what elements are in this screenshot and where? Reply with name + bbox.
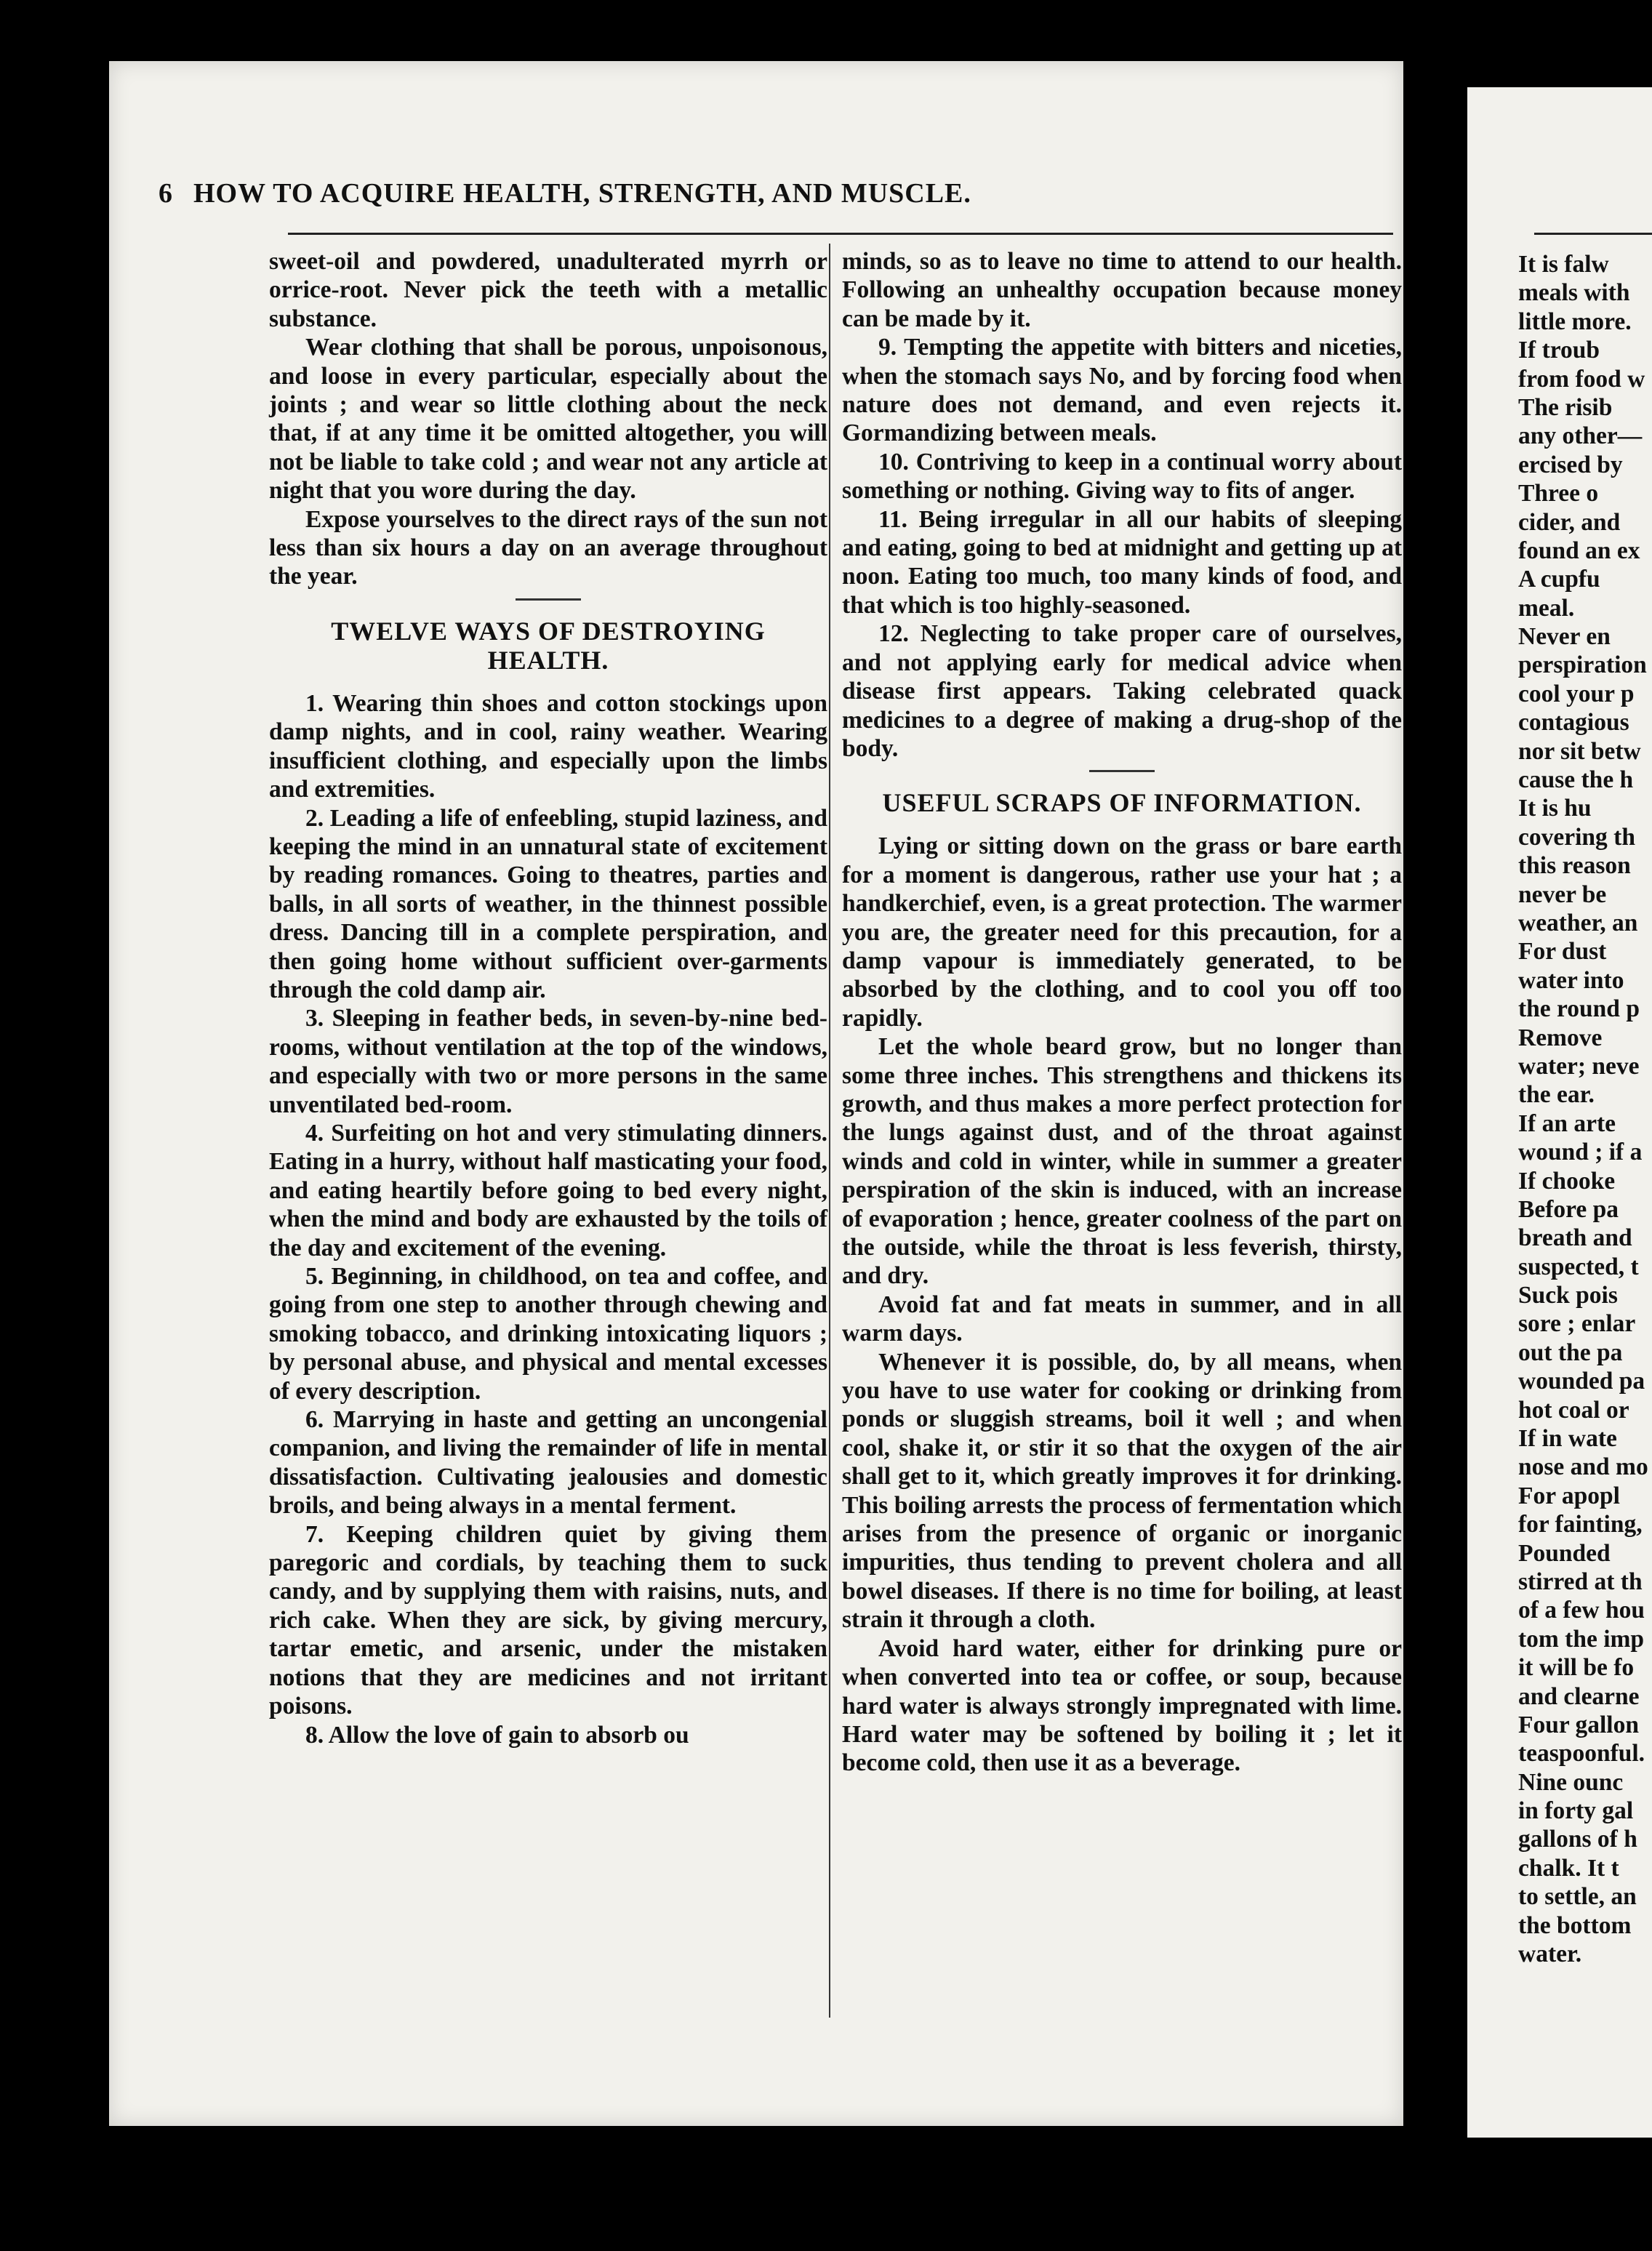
paragraph: Avoid fat and fat meats in summer, and in all warm days. [842, 1291, 1402, 1347]
list-item: 9. Tempting the appetite with bitters and niceties, when the stomach says No, and by forcing food when nature does not demand, and even rejects it. Gormandizing between meals. [842, 334, 1402, 447]
list-item: 11. Being irregular in all our habits of sleeping and eating, going to bed at midnight and getting up at noon. Eating too much, too many kinds of food, and that which is too highly-seasoned. [842, 505, 1402, 619]
right-page-line: If in wate [1518, 1425, 1617, 1453]
right-page-line: wound ; if a [1518, 1139, 1643, 1166]
right-page-line: cause the h [1518, 766, 1634, 794]
list-item: 5. Beginning, in childhood, on tea and coffee, and going from one step to another through chewing and smoking tobacco, and drinking intoxicating liquors ; by personal abuse, and physical and mental excesses of every description. [269, 1263, 827, 1405]
right-page-line: Before pa [1518, 1195, 1619, 1223]
section-heading: TWELVE WAYS OF DESTROYING HEALTH. [331, 616, 766, 675]
paragraph: Expose yourselves to the direct rays of the sun not less than six hours a day on an average throughout the year. [269, 505, 827, 590]
right-page-line: For dust [1518, 938, 1607, 966]
right-page-line: of a few hou [1518, 1597, 1645, 1624]
right-page-line: For apopl [1518, 1482, 1620, 1509]
header-rule-right-page [1534, 233, 1652, 235]
right-page-line: ercised by [1518, 451, 1623, 478]
right-page-line: covering th [1518, 823, 1635, 851]
right-page-line: never be [1518, 880, 1607, 908]
right-page-line: gallons of h [1518, 1826, 1637, 1853]
right-page-line: If troub [1518, 337, 1600, 364]
list-item: 1. Wearing thin shoes and cotton stockings upon damp nights, and in cool, rainy weather. Wearing insufficient clothing, and especially upon the limbs and extremities. [269, 689, 827, 803]
right-page-line: and clearne [1518, 1682, 1640, 1710]
right-page-line: water into [1518, 966, 1624, 994]
right-page-line: tom the imp [1518, 1625, 1645, 1653]
right-page-line: out the pa [1518, 1339, 1623, 1366]
right-page-line: this reason [1518, 852, 1631, 880]
right-page-line: Remove [1518, 1024, 1603, 1051]
right-page-line: suspected, t [1518, 1253, 1639, 1280]
section-heading: USEFUL SCRAPS OF INFORMATION. [882, 788, 1362, 818]
right-page-line: the ear. [1518, 1081, 1595, 1109]
middle-column [842, 247, 1402, 1778]
right-page-line: cider, and [1518, 508, 1621, 536]
right-page-line: perspiration [1518, 651, 1647, 679]
paragraph: Whenever it is possible, do, by all means, when you have to use water for cooking or drinking from ponds or sluggish streams, boil it well ; and when cool, shake it, or stir it so that the oxygen of the air shall get to it, which greatly improves it for drinking. This boiling arrests the process of fermentation which arises from the presence of organic or inorganic impurities, thus tending to prevent cholera and all bowel diseases. If there is no time for boiling, at least strain it through a cloth. [842, 1348, 1402, 1634]
paragraph: Lying or sitting down on the grass or bare earth for a moment is dangerous, rather use your hat ; a handkerchief, even, is a great protection. The warmer you are, the greater need for this precaution, for a damp vapour is immediately generated, to be absorbed by the clothing, and to cool you off too rapidly. [842, 832, 1402, 1032]
right-page-line: Nine ounc [1518, 1768, 1624, 1796]
right-page-line: to settle, an [1518, 1883, 1637, 1911]
list-item: minds, so as to leave no time to attend to our health. Following an unhealthy occupation because money can be made by it. [842, 248, 1402, 332]
right-page-line: It is hu [1518, 795, 1592, 822]
right-page-line: sore ; enlar [1518, 1310, 1636, 1338]
right-page-line: chalk. It t [1518, 1854, 1619, 1882]
right-page-line: stirred at th [1518, 1568, 1643, 1595]
right-page-line: water. [1518, 1941, 1582, 1968]
section-separator [516, 598, 581, 601]
right-page-line: the round p [1518, 995, 1640, 1023]
right-page-line: nose and mo [1518, 1453, 1648, 1481]
right-page-line: in forty gal [1518, 1797, 1634, 1825]
right-page-line: contagious [1518, 709, 1629, 737]
paragraph: Avoid hard water, either for drinking pure or when converted into tea or coffee, or soup, because hard water is always strongly impregnated with lime. Hard water may be softened by boiling it ; let it become cold, then use it as a beverage. [842, 1634, 1402, 1777]
right-page-line: from food w [1518, 365, 1645, 393]
right-page-line: nor sit betw [1518, 737, 1641, 765]
list-item: 12. Neglecting to take proper care of ourselves, and not applying early for medical advice when disease first appears. Taking celebrated quack medicines to a degree of making a drug-shop of the body. [842, 620, 1402, 762]
right-page-line: Three o [1518, 480, 1599, 507]
right-page-line: any other— [1518, 422, 1643, 450]
list-item: 8. Allow the love of gain to absorb ou [305, 1721, 689, 1749]
right-page-line: the bottom [1518, 1911, 1632, 1939]
right-page-line: breath and [1518, 1224, 1632, 1252]
paragraph: Let the whole beard grow, but no longer than some three inches. This strengthens and thickens its growth, and thus makes a more perfect protection for the lungs against dust, and of the throat against winds and cold in winter, while in summer a greater perspiration of the skin is induced, with an increase of evaporation ; hence, greater coolness of the part on the outside, while the throat is less feverish, thirsty, and dry. [842, 1033, 1402, 1290]
right-page-line: cool your p [1518, 680, 1635, 707]
paragraph: Wear clothing that shall be porous, unpoisonous, and loose in every particular, especially about the joints ; and wear so little clothing about the neck that, if at any time it be omitted altogether, you will not be liable to take cold ; and wear not any article at night that you wore during the day. [269, 334, 827, 505]
header-rule [288, 233, 1393, 235]
right-page-line: Never en [1518, 623, 1611, 651]
right-page-line: If chooke [1518, 1167, 1616, 1195]
right-page-line: little more. [1518, 308, 1632, 335]
right-page-line: teaspoonful. [1518, 1740, 1645, 1768]
list-item: 7. Keeping children quiet by giving them paregoric and cordials, by teaching them to suck candy, and by supplying them with raisins, nuts, and rich cake. When they are sick, by giving mercury, tartar emetic, and arsenic, under the mistaken notions that they are medicines and not irritant poisons. [269, 1520, 827, 1720]
right-page-line: water; neve [1518, 1052, 1640, 1080]
right-page-line: for fainting, [1518, 1511, 1643, 1538]
list-item: 10. Contriving to keep in a continual worry about something or nothing. Giving way to fits of anger. [842, 448, 1402, 505]
right-page-line: A cupfu [1518, 566, 1600, 593]
right-page-line: meal. [1518, 594, 1575, 622]
right-page-line: meals with [1518, 279, 1630, 307]
column-divider [829, 244, 830, 2018]
right-page-line: weather, an [1518, 909, 1638, 936]
list-item: 4. Surfeiting on hot and very stimulating dinners. Eating in a hurry, without half masticating your food, and eating heartily before going to bed every night, when the mind and body are exhausted by the toils of the day and excitement of the evening. [269, 1119, 827, 1261]
page-number: 6 [159, 178, 173, 209]
right-page-line: found an ex [1518, 537, 1640, 564]
left-column [269, 247, 827, 1749]
right-page-line: Suck pois [1518, 1282, 1618, 1309]
right-page-line: Pounded [1518, 1539, 1611, 1567]
right-page-line: it will be fo [1518, 1654, 1635, 1682]
right-page-line: wounded pa [1518, 1368, 1645, 1395]
right-page-column [1518, 250, 1652, 1968]
paragraph: sweet-oil and powdered, unadulterated myrrh or orrice-root. Never pick the teeth with a metallic substance. [269, 248, 827, 332]
right-page-line: It is falw [1518, 251, 1609, 278]
right-page-line: The risib [1518, 393, 1613, 421]
right-page-line: Four gallon [1518, 1711, 1639, 1738]
right-page-line: hot coal or [1518, 1396, 1629, 1424]
right-page-line: If an arte [1518, 1110, 1616, 1137]
page-title: HOW TO ACQUIRE HEALTH, STRENGTH, AND MUSCLE. [193, 178, 971, 209]
section-separator [1089, 770, 1155, 772]
list-item: 2. Leading a life of enfeebling, stupid laziness, and keeping the mind in an unnatural state of excitement by reading romances. Going to theatres, parties and balls, in all sorts of weather, in the thinnest possible dress. Dancing till in a complete perspiration, and then going home without sufficient over-garments through the cold damp air. [269, 804, 827, 1003]
list-item: 6. Marrying in haste and getting an uncongenial companion, and living the remainder of life in mental dissatisfaction. Cultivating jealousies and domestic broils, and being always in a mental ferment. [269, 1406, 827, 1520]
list-item: 3. Sleeping in feather beds, in seven-by-nine bed-rooms, without ventilation at the top of the windows, and especially with two or more persons in the same unventilated bed-room. [269, 1005, 827, 1118]
